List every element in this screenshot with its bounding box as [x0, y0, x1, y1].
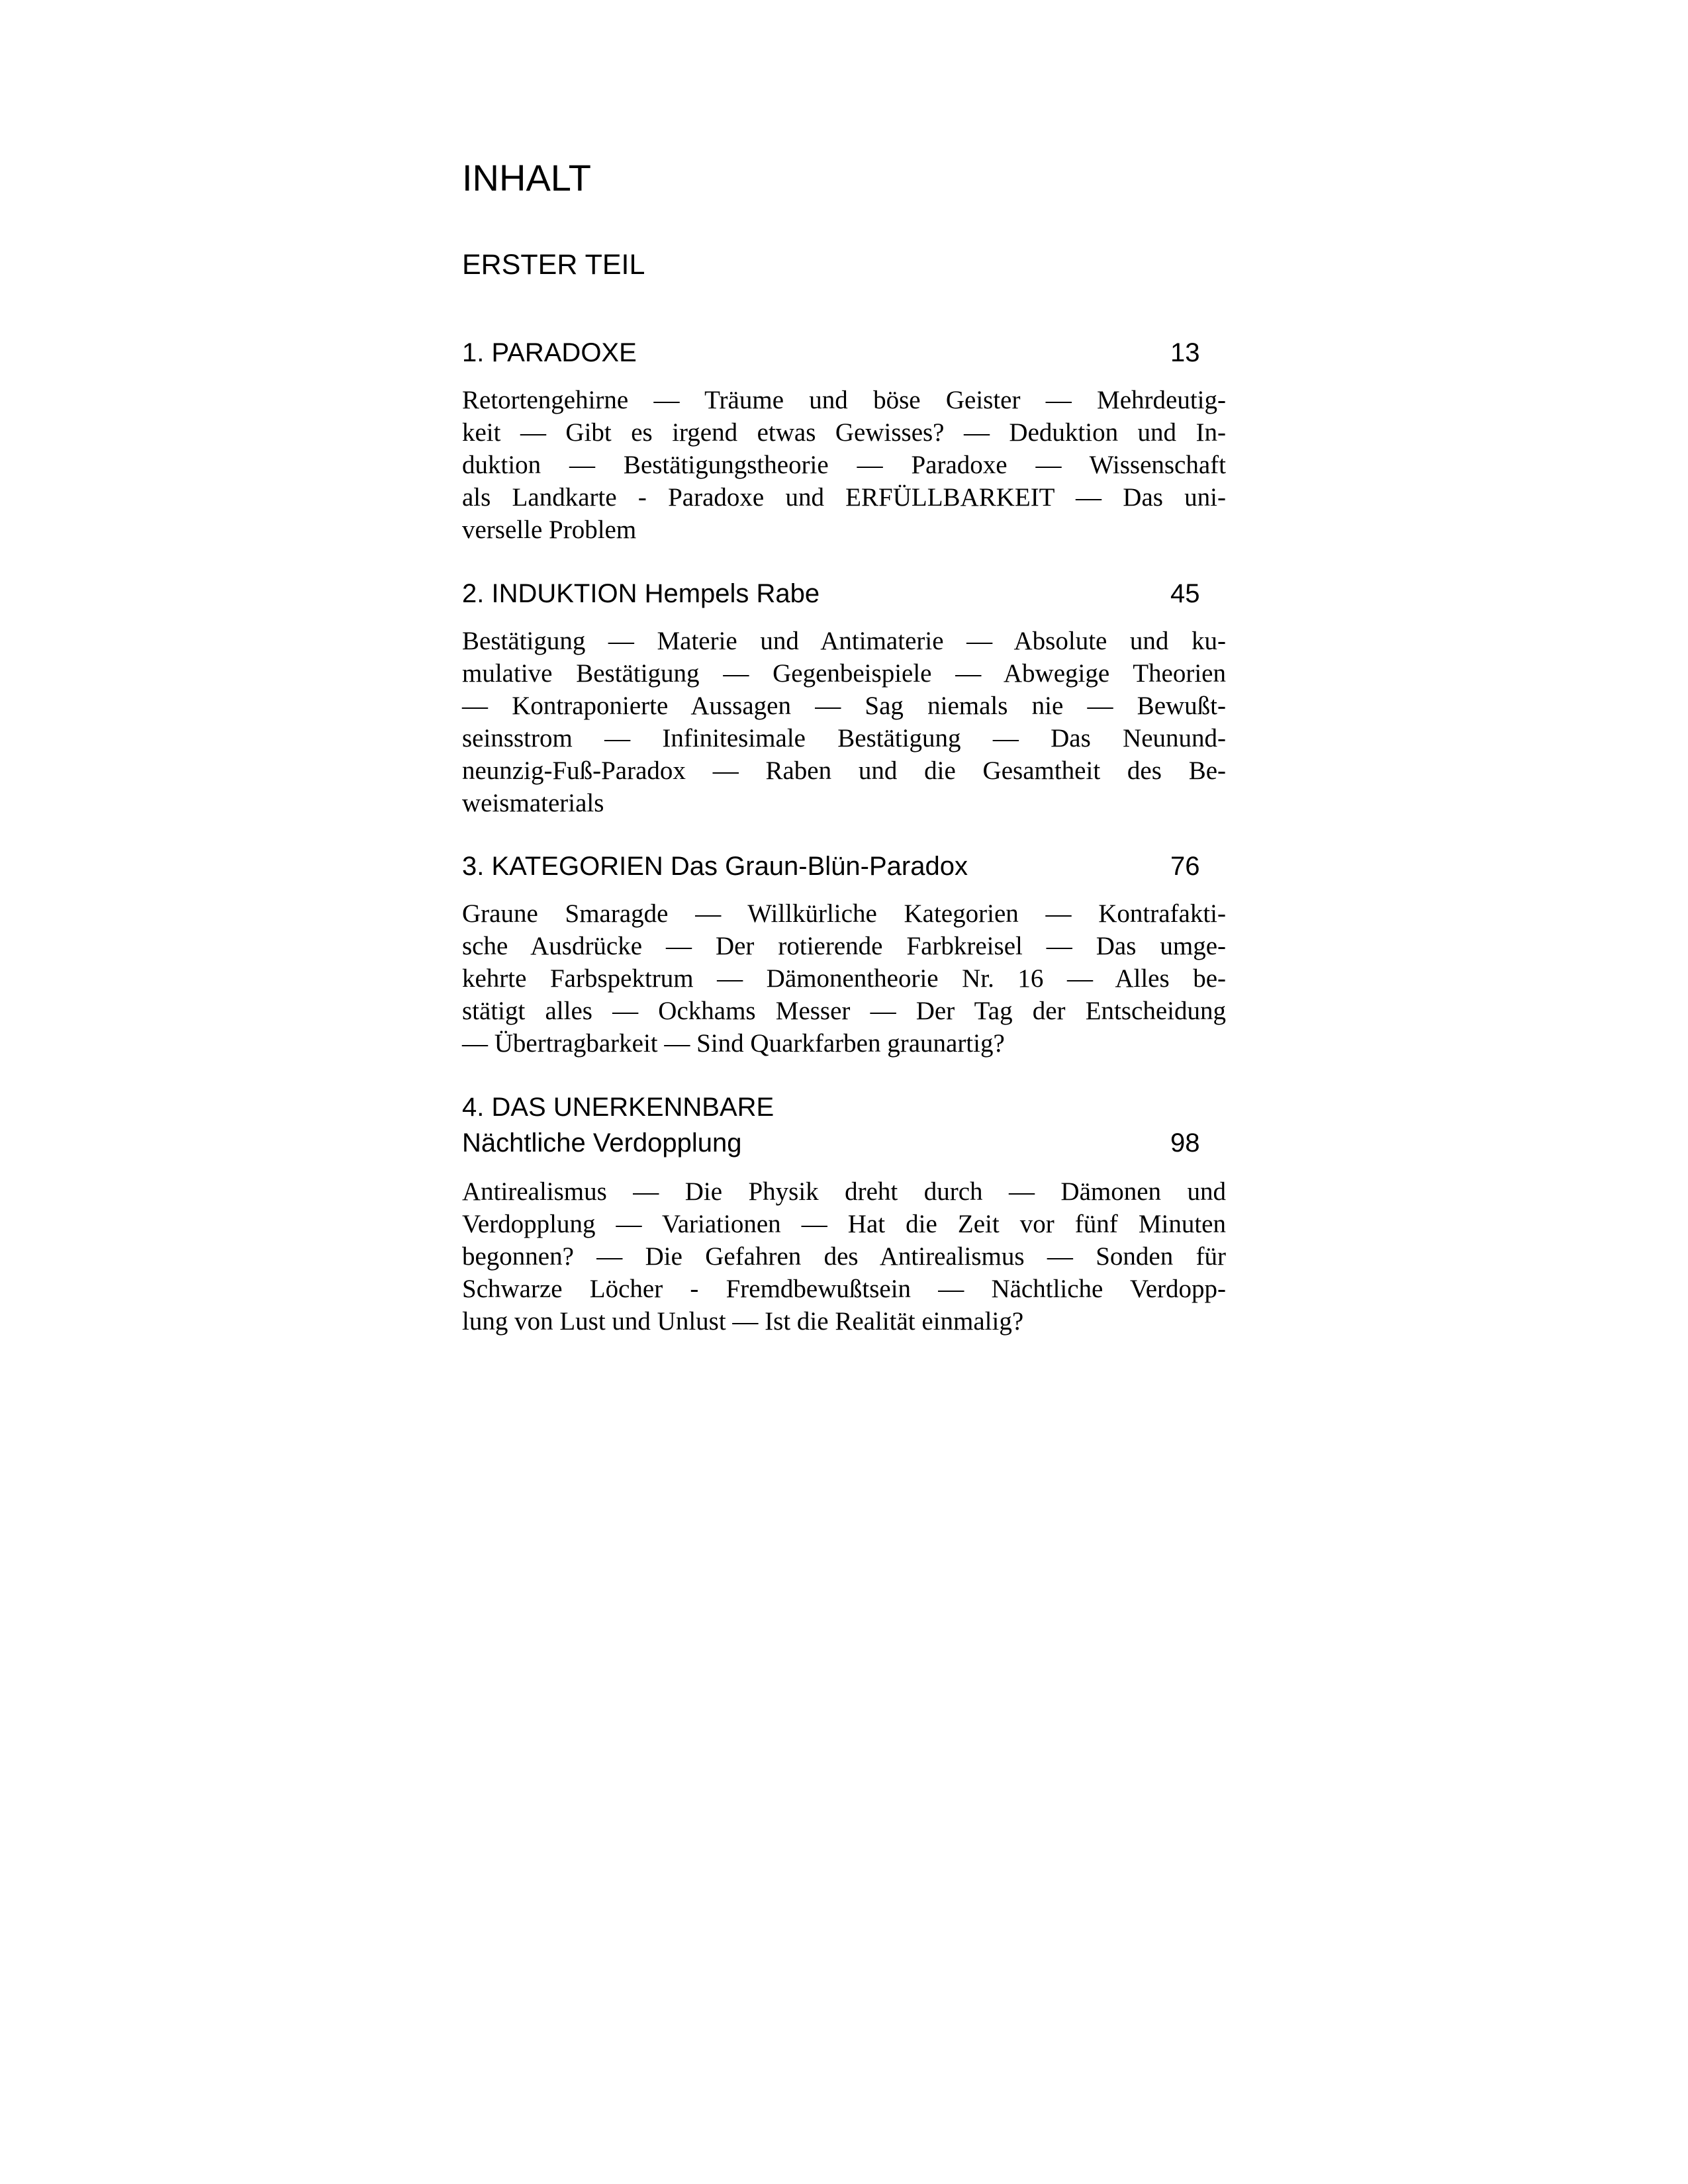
chapter-3-line: sche Ausdrücke — Der rotierende Farbkreisel — Das umge-: [462, 932, 1226, 960]
chapter-4-line: Verdopplung — Variationen — Hat die Zeit vor fünf Minuten: [462, 1210, 1226, 1238]
chapter-2-line: — Kontraponierte Aussagen — Sag niemals nie — Bewußt-: [462, 692, 1226, 720]
chapter-3-page-number: 76: [1170, 852, 1200, 881]
chapter-4-line: Antirealismus — Die Physik dreht durch — Dämonen und: [462, 1177, 1226, 1206]
chapter-3-line: Graune Smaragde — Willkürliche Kategorien — Kontrafakti-: [462, 899, 1226, 928]
chapter-4-line: lung von Lust und Unlust — Ist die Realität einmalig?: [462, 1307, 1024, 1336]
chapter-4-description: [462, 1175, 1226, 1338]
page-title: INHALT: [462, 157, 591, 199]
chapter-3-line: — Übertragbarkeit — Sind Quarkfarben graunartig?: [462, 1029, 1005, 1058]
chapter-2-line: mulative Bestätigung — Gegenbeispiele — Abwegige Theorien: [462, 659, 1226, 688]
chapter-4-line: Schwarze Löcher - Fremdbewußtsein — Nächtliche Verdopp-: [462, 1275, 1226, 1303]
chapter-4-subtitle: Nächtliche Verdopplung: [462, 1128, 742, 1158]
chapter-3-line: stätigt alles — Ockhams Messer — Der Tag der Entscheidung: [462, 997, 1226, 1025]
chapter-3-line: kehrte Farbspektrum — Dämonentheorie Nr. 16 — Alles be-: [462, 964, 1226, 993]
chapter-4-page-number: 98: [1170, 1128, 1200, 1158]
chapter-1-line: keit — Gibt es irgend etwas Gewisses? — Deduktion und In-: [462, 418, 1226, 447]
chapter-2-line: seinsstrom — Infinitesimale Bestätigung — Das Neunund-: [462, 724, 1226, 752]
chapter-3-description: [462, 897, 1226, 1060]
chapter-4-heading: [462, 1089, 1203, 1161]
chapter-1-title: 1. PARADOXE: [462, 338, 637, 367]
chapter-2-heading: [462, 576, 1203, 612]
chapter-2-description: [462, 625, 1226, 819]
chapter-3-heading: [462, 848, 1203, 884]
chapter-4-line: begonnen? — Die Gefahren des Antirealismus — Sonden für: [462, 1242, 1226, 1271]
chapter-2-page-number: 45: [1170, 579, 1200, 608]
chapter-4-title: 4. DAS UNERKENNBARE: [462, 1093, 774, 1122]
chapter-1-description: [462, 384, 1226, 546]
chapter-2-line: neunzig-Fuß-Paradox — Raben und die Gesamtheit des Be-: [462, 756, 1226, 785]
chapter-3-title: 3. KATEGORIEN Das Graun-Blün-Paradox: [462, 852, 968, 881]
part-heading: ERSTER TEIL: [462, 249, 645, 281]
chapter-2-title: 2. INDUKTION Hempels Rabe: [462, 579, 820, 608]
chapter-1-line: Retortengehirne — Träume und böse Geister — Mehrdeutig-: [462, 386, 1226, 414]
chapter-1-heading: [462, 335, 1203, 371]
chapter-2-line: weismaterials: [462, 789, 604, 817]
chapter-1-page-number: 13: [1170, 338, 1200, 367]
chapter-1-line: verselle Problem: [462, 516, 637, 544]
chapter-1-line: duktion — Bestätigungstheorie — Paradoxe — Wissenschaft: [462, 451, 1226, 479]
chapter-1-line: als Landkarte - Paradoxe und ERFÜLLBARKEIT — Das uni-: [462, 483, 1226, 512]
chapter-2-line: Bestätigung — Materie und Antimaterie — Absolute und ku-: [462, 627, 1226, 655]
